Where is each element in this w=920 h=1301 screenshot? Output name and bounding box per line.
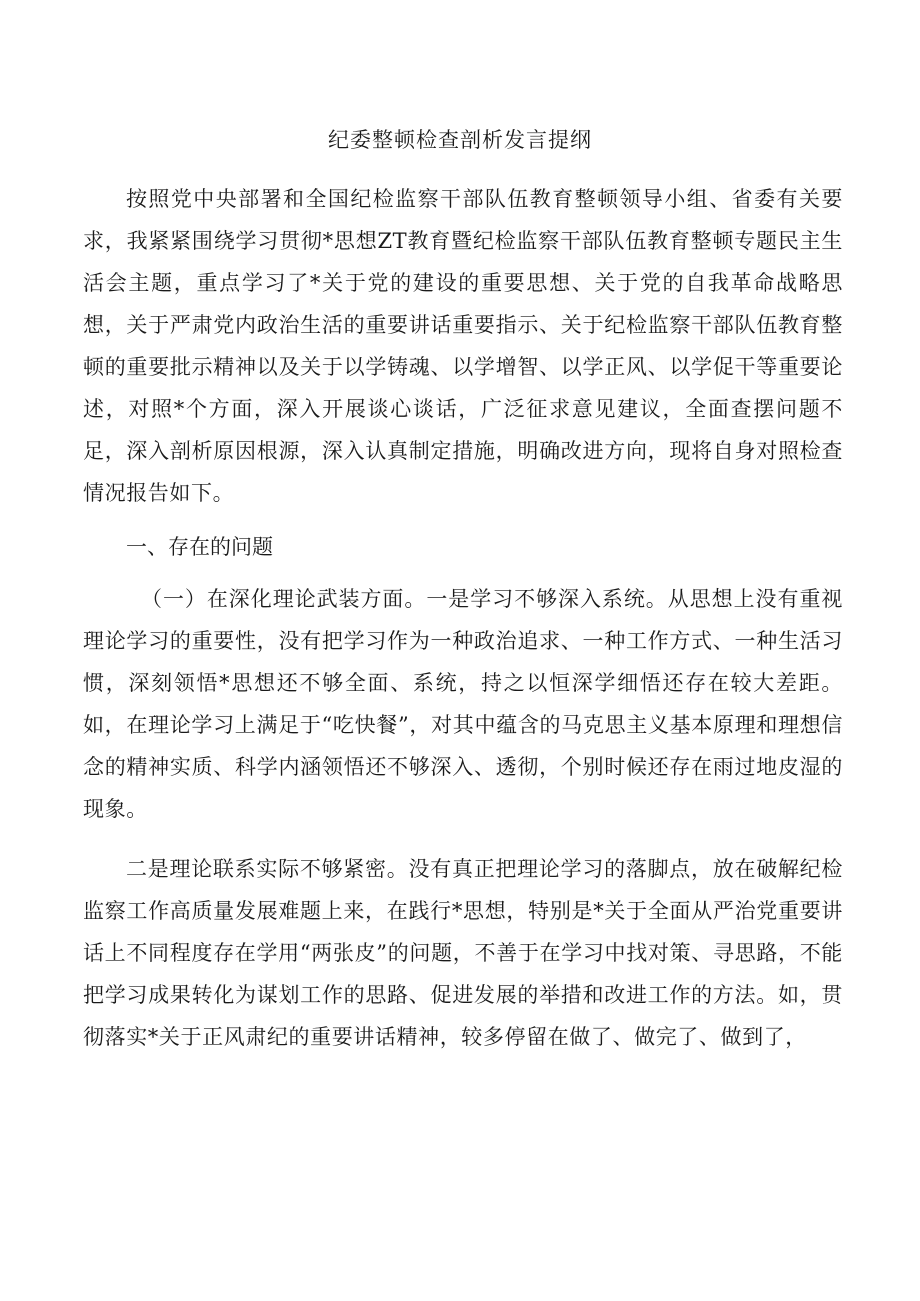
section-heading: 一、存在的问题 <box>126 535 273 559</box>
document-body <box>83 178 843 1058</box>
problem-paragraph-1: （一）在深化理论武装方面。一是学习不够深入系统。从思想上没有重视理论学习的重要性，没有把学习作为一种政治追求、一种工作方式、一种生活习惯，深刻领悟*思想还不够全面、系统，持之以恒深学细悟还存在较大差距。如，在理论学习上满足于“吃快餐”，对其中蕴含的马克思主义基本原理和理想信念的精神实质、科学内涵领悟还不够深入、透彻，个别时候还存在雨过地皮湿的现象。 <box>83 587 843 821</box>
intro-paragraph: 按照党中央部署和全国纪检监察干部队伍教育整顿领导小组、省委有关要求，我紧紧围绕学习贯彻*思想ZT教育暨纪检监察干部队伍教育整顿专题民主生活会主题，重点学习了*关于党的建设的重要思想、关于党的自我革命战略思想，关于严肃党内政治生活的重要讲话重要指示、关于纪检监察干部队伍教育整顿的重要批示精神以及关于以学铸魂、以学增智、以学正风、以学促干等重要论述，对照*个方面，深入开展谈心谈话，广泛征求意见建议，全面查摆问题不足，深入剖析原因根源，深入认真制定措施，明确改进方向，现将自身对照检查情况报告如下。 <box>83 187 843 505</box>
document-title: 纪委整顿检查剖析发言提纲 <box>328 128 592 152</box>
problem-paragraph-2: 二是理论联系实际不够紧密。没有真正把理论学习的落脚点，放在破解纪检监察工作高质量发展难题上来，在践行*思想，特别是*关于全面从严治党重要讲话上不同程度存在学用“两张皮”的问题，不善于在学习中找对策、寻思路，不能把学习成果转化为谋划工作的思路、促进发展的举措和改进工作的方法。如，贯彻落实*关于正风肃纪的重要讲话精神，较多停留在做了、做完了、做到了， <box>83 857 843 1049</box>
